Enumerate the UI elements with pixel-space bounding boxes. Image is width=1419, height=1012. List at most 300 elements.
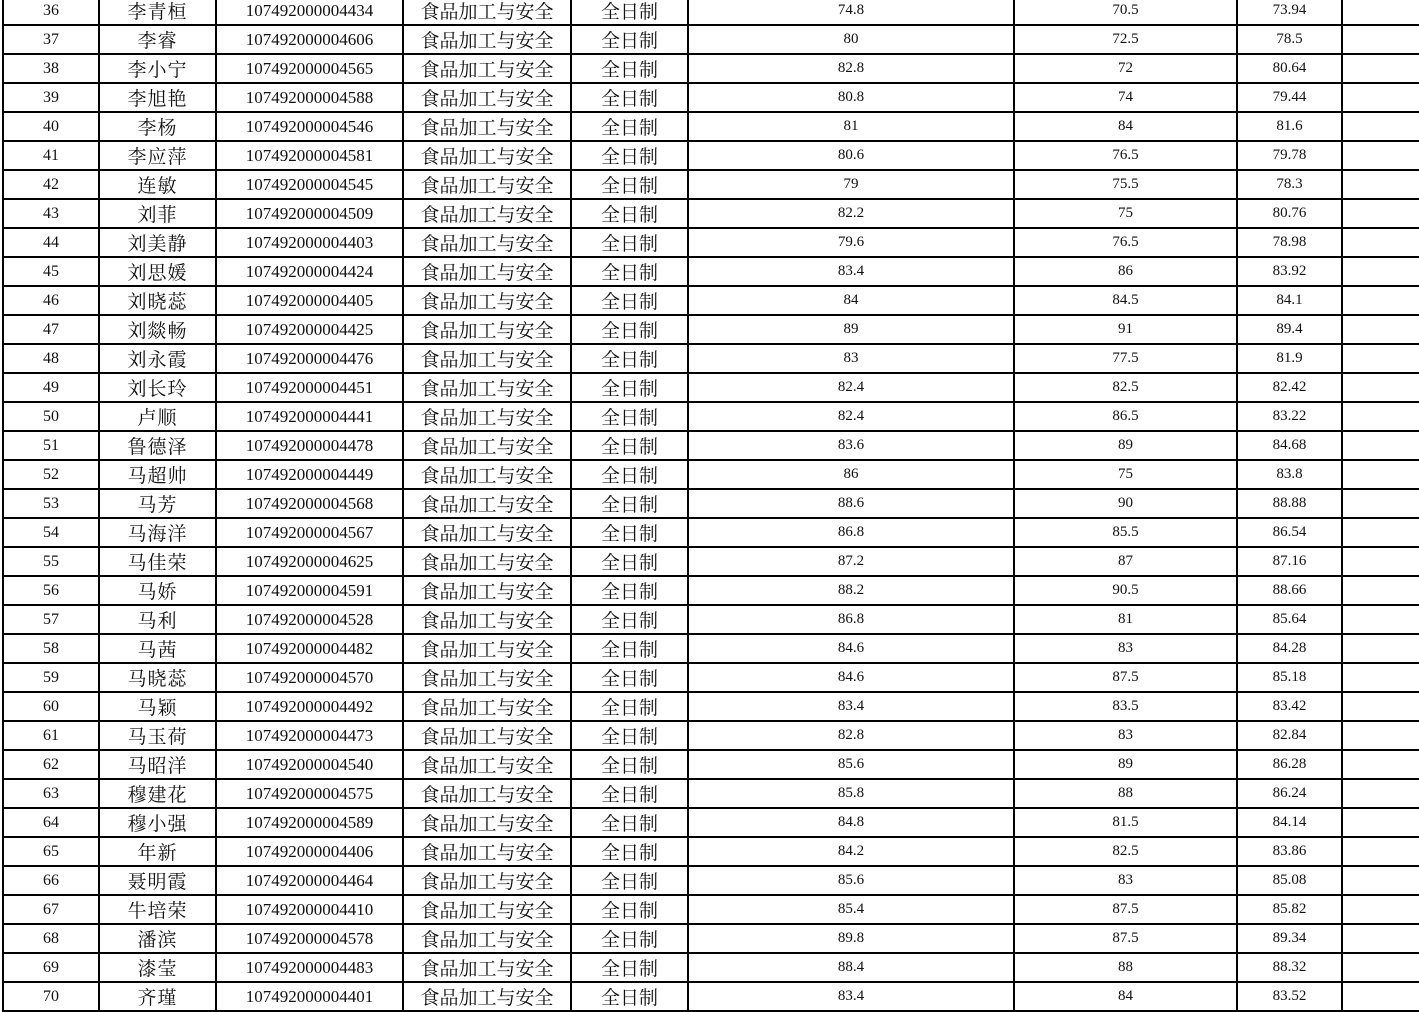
cell-study-mode: 全日制 — [571, 373, 688, 402]
cell-remarks — [1342, 489, 1419, 518]
table-row — [3, 982, 1419, 1011]
cell-score-1: 80.6 — [688, 141, 1014, 170]
cell-major: 食品加工与安全 — [403, 199, 571, 228]
cell-exam-number: 107492000004540 — [216, 750, 403, 779]
cell-exam-number: 107492000004546 — [216, 112, 403, 141]
cell-score-1: 84.8 — [688, 808, 1014, 837]
cell-study-mode: 全日制 — [571, 837, 688, 866]
cell-row-number: 55 — [3, 547, 99, 576]
cell-row-number: 66 — [3, 866, 99, 895]
cell-score-2: 89 — [1014, 431, 1237, 460]
cell-major: 食品加工与安全 — [403, 692, 571, 721]
cell-exam-number: 107492000004578 — [216, 924, 403, 953]
cell-score-2: 76.5 — [1014, 141, 1237, 170]
cell-score-2: 72 — [1014, 54, 1237, 83]
cell-major: 食品加工与安全 — [403, 837, 571, 866]
cell-student-name: 鲁德泽 — [99, 431, 216, 460]
cell-score-2: 82.5 — [1014, 373, 1237, 402]
cell-study-mode: 全日制 — [571, 750, 688, 779]
cell-score-1: 83.4 — [688, 257, 1014, 286]
cell-exam-number: 107492000004451 — [216, 373, 403, 402]
cell-score-2: 81 — [1014, 605, 1237, 634]
cell-student-name: 马佳荣 — [99, 547, 216, 576]
cell-score-2: 70.5 — [1014, 0, 1237, 25]
cell-remarks — [1342, 373, 1419, 402]
cell-student-name: 马茜 — [99, 634, 216, 663]
table-row — [3, 402, 1419, 431]
cell-study-mode: 全日制 — [571, 402, 688, 431]
cell-weighted-total: 83.8 — [1237, 460, 1342, 489]
cell-weighted-total: 88.32 — [1237, 953, 1342, 982]
table-row — [3, 373, 1419, 402]
cell-score-2: 76.5 — [1014, 228, 1237, 257]
cell-student-name: 穆小强 — [99, 808, 216, 837]
cell-remarks — [1342, 605, 1419, 634]
cell-major: 食品加工与安全 — [403, 866, 571, 895]
cell-score-2: 81.5 — [1014, 808, 1237, 837]
cell-study-mode: 全日制 — [571, 170, 688, 199]
cell-score-2: 75.5 — [1014, 170, 1237, 199]
cell-row-number: 48 — [3, 344, 99, 373]
cell-major: 食品加工与安全 — [403, 83, 571, 112]
table-row — [3, 547, 1419, 576]
cell-score-2: 82.5 — [1014, 837, 1237, 866]
cell-row-number: 38 — [3, 54, 99, 83]
cell-remarks — [1342, 692, 1419, 721]
cell-study-mode: 全日制 — [571, 518, 688, 547]
cell-study-mode: 全日制 — [571, 257, 688, 286]
cell-weighted-total: 78.3 — [1237, 170, 1342, 199]
cell-study-mode: 全日制 — [571, 25, 688, 54]
cell-weighted-total: 80.76 — [1237, 199, 1342, 228]
cell-major: 食品加工与安全 — [403, 286, 571, 315]
cell-student-name: 李睿 — [99, 25, 216, 54]
table-row — [3, 228, 1419, 257]
cell-study-mode: 全日制 — [571, 228, 688, 257]
cell-weighted-total: 84.1 — [1237, 286, 1342, 315]
cell-major: 食品加工与安全 — [403, 750, 571, 779]
cell-row-number: 59 — [3, 663, 99, 692]
cell-remarks — [1342, 83, 1419, 112]
table-row — [3, 25, 1419, 54]
cell-major: 食品加工与安全 — [403, 576, 571, 605]
cell-major: 食品加工与安全 — [403, 228, 571, 257]
cell-row-number: 41 — [3, 141, 99, 170]
cell-weighted-total: 81.9 — [1237, 344, 1342, 373]
cell-exam-number: 107492000004441 — [216, 402, 403, 431]
cell-remarks — [1342, 953, 1419, 982]
cell-study-mode: 全日制 — [571, 547, 688, 576]
table-row — [3, 634, 1419, 663]
cell-student-name: 连敏 — [99, 170, 216, 199]
cell-exam-number: 107492000004528 — [216, 605, 403, 634]
cell-student-name: 穆建花 — [99, 779, 216, 808]
cell-student-name: 马海洋 — [99, 518, 216, 547]
table-row — [3, 431, 1419, 460]
cell-remarks — [1342, 518, 1419, 547]
cell-remarks — [1342, 750, 1419, 779]
cell-remarks — [1342, 344, 1419, 373]
cell-score-1: 81 — [688, 112, 1014, 141]
cell-remarks — [1342, 808, 1419, 837]
table-row — [3, 808, 1419, 837]
cell-major: 食品加工与安全 — [403, 518, 571, 547]
cell-row-number: 51 — [3, 431, 99, 460]
cell-score-1: 82.4 — [688, 402, 1014, 431]
cell-exam-number: 107492000004565 — [216, 54, 403, 83]
cell-score-2: 90.5 — [1014, 576, 1237, 605]
cell-major: 食品加工与安全 — [403, 663, 571, 692]
cell-row-number: 45 — [3, 257, 99, 286]
cell-score-2: 84 — [1014, 982, 1237, 1011]
cell-score-1: 82.8 — [688, 54, 1014, 83]
cell-exam-number: 107492000004483 — [216, 953, 403, 982]
cell-major: 食品加工与安全 — [403, 634, 571, 663]
cell-weighted-total: 87.16 — [1237, 547, 1342, 576]
cell-major: 食品加工与安全 — [403, 402, 571, 431]
cell-score-2: 88 — [1014, 953, 1237, 982]
cell-major: 食品加工与安全 — [403, 315, 571, 344]
cell-major: 食品加工与安全 — [403, 605, 571, 634]
cell-weighted-total: 85.82 — [1237, 895, 1342, 924]
cell-score-2: 86 — [1014, 257, 1237, 286]
cell-score-2: 87.5 — [1014, 895, 1237, 924]
cell-exam-number: 107492000004403 — [216, 228, 403, 257]
cell-study-mode: 全日制 — [571, 83, 688, 112]
cell-score-1: 74.8 — [688, 0, 1014, 25]
cell-study-mode: 全日制 — [571, 431, 688, 460]
cell-study-mode: 全日制 — [571, 808, 688, 837]
cell-major: 食品加工与安全 — [403, 0, 571, 25]
table-row — [3, 257, 1419, 286]
cell-study-mode: 全日制 — [571, 286, 688, 315]
cell-major: 食品加工与安全 — [403, 257, 571, 286]
table-row — [3, 721, 1419, 750]
cell-exam-number: 107492000004606 — [216, 25, 403, 54]
cell-score-2: 83 — [1014, 634, 1237, 663]
table-row — [3, 83, 1419, 112]
cell-exam-number: 107492000004473 — [216, 721, 403, 750]
cell-row-number: 44 — [3, 228, 99, 257]
cell-score-2: 87 — [1014, 547, 1237, 576]
cell-score-1: 83.4 — [688, 692, 1014, 721]
cell-weighted-total: 85.18 — [1237, 663, 1342, 692]
cell-row-number: 36 — [3, 0, 99, 25]
cell-study-mode: 全日制 — [571, 663, 688, 692]
table-row — [3, 286, 1419, 315]
cell-study-mode: 全日制 — [571, 634, 688, 663]
cell-score-1: 88.4 — [688, 953, 1014, 982]
table-row — [3, 112, 1419, 141]
cell-remarks — [1342, 866, 1419, 895]
cell-student-name: 马芳 — [99, 489, 216, 518]
cell-score-1: 83.6 — [688, 431, 1014, 460]
cell-student-name: 马利 — [99, 605, 216, 634]
cell-student-name: 李小宁 — [99, 54, 216, 83]
table-row — [3, 692, 1419, 721]
cell-exam-number: 107492000004482 — [216, 634, 403, 663]
cell-score-1: 88.6 — [688, 489, 1014, 518]
cell-score-2: 86.5 — [1014, 402, 1237, 431]
cell-row-number: 68 — [3, 924, 99, 953]
cell-student-name: 刘美静 — [99, 228, 216, 257]
cell-row-number: 42 — [3, 170, 99, 199]
table-row — [3, 54, 1419, 83]
cell-weighted-total: 88.88 — [1237, 489, 1342, 518]
cell-exam-number: 107492000004492 — [216, 692, 403, 721]
cell-weighted-total: 79.44 — [1237, 83, 1342, 112]
cell-score-2: 74 — [1014, 83, 1237, 112]
cell-study-mode: 全日制 — [571, 0, 688, 25]
cell-major: 食品加工与安全 — [403, 721, 571, 750]
cell-exam-number: 107492000004449 — [216, 460, 403, 489]
cell-exam-number: 107492000004476 — [216, 344, 403, 373]
cell-study-mode: 全日制 — [571, 199, 688, 228]
cell-score-2: 83 — [1014, 866, 1237, 895]
cell-row-number: 67 — [3, 895, 99, 924]
table-row — [3, 663, 1419, 692]
cell-remarks — [1342, 286, 1419, 315]
cell-study-mode: 全日制 — [571, 54, 688, 83]
cell-score-1: 80.8 — [688, 83, 1014, 112]
cell-score-1: 82.4 — [688, 373, 1014, 402]
cell-weighted-total: 83.22 — [1237, 402, 1342, 431]
cell-row-number: 47 — [3, 315, 99, 344]
cell-exam-number: 107492000004575 — [216, 779, 403, 808]
cell-row-number: 49 — [3, 373, 99, 402]
cell-major: 食品加工与安全 — [403, 982, 571, 1011]
cell-weighted-total: 78.98 — [1237, 228, 1342, 257]
cell-exam-number: 107492000004581 — [216, 141, 403, 170]
cell-remarks — [1342, 170, 1419, 199]
cell-weighted-total: 83.52 — [1237, 982, 1342, 1011]
cell-score-2: 83 — [1014, 721, 1237, 750]
cell-study-mode: 全日制 — [571, 895, 688, 924]
cell-study-mode: 全日制 — [571, 721, 688, 750]
cell-major: 食品加工与安全 — [403, 460, 571, 489]
cell-row-number: 58 — [3, 634, 99, 663]
cell-weighted-total: 86.24 — [1237, 779, 1342, 808]
cell-score-2: 83.5 — [1014, 692, 1237, 721]
cell-major: 食品加工与安全 — [403, 25, 571, 54]
cell-student-name: 马晓蕊 — [99, 663, 216, 692]
cell-score-2: 77.5 — [1014, 344, 1237, 373]
cell-study-mode: 全日制 — [571, 692, 688, 721]
cell-student-name: 刘思媛 — [99, 257, 216, 286]
cell-row-number: 46 — [3, 286, 99, 315]
cell-study-mode: 全日制 — [571, 576, 688, 605]
cell-student-name: 马超帅 — [99, 460, 216, 489]
cell-study-mode: 全日制 — [571, 315, 688, 344]
cell-study-mode: 全日制 — [571, 344, 688, 373]
cell-exam-number: 107492000004625 — [216, 547, 403, 576]
cell-exam-number: 107492000004401 — [216, 982, 403, 1011]
cell-weighted-total: 83.92 — [1237, 257, 1342, 286]
cell-remarks — [1342, 25, 1419, 54]
cell-remarks — [1342, 837, 1419, 866]
table-row — [3, 141, 1419, 170]
cell-row-number: 57 — [3, 605, 99, 634]
table-row — [3, 779, 1419, 808]
cell-row-number: 40 — [3, 112, 99, 141]
cell-exam-number: 107492000004425 — [216, 315, 403, 344]
cell-remarks — [1342, 431, 1419, 460]
cell-score-2: 88 — [1014, 779, 1237, 808]
cell-major: 食品加工与安全 — [403, 141, 571, 170]
cell-score-2: 85.5 — [1014, 518, 1237, 547]
cell-exam-number: 107492000004570 — [216, 663, 403, 692]
table-row — [3, 315, 1419, 344]
cell-score-1: 84 — [688, 286, 1014, 315]
cell-remarks — [1342, 460, 1419, 489]
cell-score-2: 75 — [1014, 460, 1237, 489]
cell-study-mode: 全日制 — [571, 982, 688, 1011]
cell-weighted-total: 73.94 — [1237, 0, 1342, 25]
cell-remarks — [1342, 779, 1419, 808]
cell-major: 食品加工与安全 — [403, 431, 571, 460]
cell-study-mode: 全日制 — [571, 953, 688, 982]
cell-remarks — [1342, 895, 1419, 924]
cell-row-number: 43 — [3, 199, 99, 228]
cell-score-1: 82.2 — [688, 199, 1014, 228]
cell-row-number: 56 — [3, 576, 99, 605]
table-row — [3, 344, 1419, 373]
cell-weighted-total: 82.42 — [1237, 373, 1342, 402]
cell-exam-number: 107492000004405 — [216, 286, 403, 315]
cell-remarks — [1342, 0, 1419, 25]
cell-major: 食品加工与安全 — [403, 779, 571, 808]
cell-student-name: 马昭洋 — [99, 750, 216, 779]
cell-exam-number: 107492000004588 — [216, 83, 403, 112]
cell-weighted-total: 84.14 — [1237, 808, 1342, 837]
cell-exam-number: 107492000004424 — [216, 257, 403, 286]
cell-score-1: 86.8 — [688, 518, 1014, 547]
cell-score-1: 83 — [688, 344, 1014, 373]
cell-remarks — [1342, 54, 1419, 83]
cell-exam-number: 107492000004464 — [216, 866, 403, 895]
cell-remarks — [1342, 982, 1419, 1011]
cell-remarks — [1342, 112, 1419, 141]
cell-score-2: 89 — [1014, 750, 1237, 779]
cell-score-1: 85.4 — [688, 895, 1014, 924]
table-row — [3, 837, 1419, 866]
cell-remarks — [1342, 402, 1419, 431]
table-row — [3, 199, 1419, 228]
cell-row-number: 63 — [3, 779, 99, 808]
cell-score-2: 87.5 — [1014, 924, 1237, 953]
cell-weighted-total: 88.66 — [1237, 576, 1342, 605]
cell-student-name: 刘永霞 — [99, 344, 216, 373]
cell-score-2: 75 — [1014, 199, 1237, 228]
cell-exam-number: 107492000004568 — [216, 489, 403, 518]
cell-row-number: 37 — [3, 25, 99, 54]
cell-row-number: 61 — [3, 721, 99, 750]
cell-remarks — [1342, 257, 1419, 286]
cell-score-1: 86 — [688, 460, 1014, 489]
cell-row-number: 60 — [3, 692, 99, 721]
cell-student-name: 马娇 — [99, 576, 216, 605]
cell-student-name: 李杨 — [99, 112, 216, 141]
table-row — [3, 953, 1419, 982]
cell-weighted-total: 83.42 — [1237, 692, 1342, 721]
cell-remarks — [1342, 721, 1419, 750]
cell-weighted-total: 82.84 — [1237, 721, 1342, 750]
cell-row-number: 62 — [3, 750, 99, 779]
cell-study-mode: 全日制 — [571, 866, 688, 895]
cell-score-2: 91 — [1014, 315, 1237, 344]
cell-score-1: 79 — [688, 170, 1014, 199]
cell-student-name: 潘滨 — [99, 924, 216, 953]
cell-row-number: 50 — [3, 402, 99, 431]
cell-major: 食品加工与安全 — [403, 808, 571, 837]
results-table — [2, 0, 1419, 1012]
cell-exam-number: 107492000004509 — [216, 199, 403, 228]
cell-major: 食品加工与安全 — [403, 54, 571, 83]
cell-major: 食品加工与安全 — [403, 924, 571, 953]
cell-study-mode: 全日制 — [571, 141, 688, 170]
cell-student-name: 卢顺 — [99, 402, 216, 431]
cell-score-1: 80 — [688, 25, 1014, 54]
table-row — [3, 489, 1419, 518]
cell-study-mode: 全日制 — [571, 779, 688, 808]
cell-remarks — [1342, 663, 1419, 692]
cell-score-1: 84.6 — [688, 663, 1014, 692]
cell-score-2: 84.5 — [1014, 286, 1237, 315]
cell-student-name: 齐瑾 — [99, 982, 216, 1011]
cell-row-number: 65 — [3, 837, 99, 866]
table-row — [3, 895, 1419, 924]
cell-remarks — [1342, 576, 1419, 605]
cell-weighted-total: 89.4 — [1237, 315, 1342, 344]
cell-score-1: 89.8 — [688, 924, 1014, 953]
cell-major: 食品加工与安全 — [403, 170, 571, 199]
results-table-body — [3, 0, 1419, 1011]
cell-student-name: 聂明霞 — [99, 866, 216, 895]
cell-score-1: 88.2 — [688, 576, 1014, 605]
cell-weighted-total: 86.54 — [1237, 518, 1342, 547]
cell-exam-number: 107492000004478 — [216, 431, 403, 460]
cell-student-name: 刘燚畅 — [99, 315, 216, 344]
cell-score-1: 82.8 — [688, 721, 1014, 750]
cell-remarks — [1342, 634, 1419, 663]
cell-row-number: 64 — [3, 808, 99, 837]
cell-study-mode: 全日制 — [571, 605, 688, 634]
cell-remarks — [1342, 228, 1419, 257]
cell-exam-number: 107492000004434 — [216, 0, 403, 25]
cell-major: 食品加工与安全 — [403, 489, 571, 518]
cell-weighted-total: 89.34 — [1237, 924, 1342, 953]
cell-major: 食品加工与安全 — [403, 953, 571, 982]
cell-weighted-total: 83.86 — [1237, 837, 1342, 866]
cell-row-number: 53 — [3, 489, 99, 518]
table-row — [3, 750, 1419, 779]
table-row — [3, 460, 1419, 489]
cell-weighted-total: 85.08 — [1237, 866, 1342, 895]
cell-score-2: 84 — [1014, 112, 1237, 141]
cell-weighted-total: 86.28 — [1237, 750, 1342, 779]
cell-score-1: 83.4 — [688, 982, 1014, 1011]
cell-student-name: 漆莹 — [99, 953, 216, 982]
cell-score-1: 79.6 — [688, 228, 1014, 257]
cell-weighted-total: 85.64 — [1237, 605, 1342, 634]
cell-exam-number: 107492000004545 — [216, 170, 403, 199]
cell-score-2: 72.5 — [1014, 25, 1237, 54]
cell-student-name: 刘晓蕊 — [99, 286, 216, 315]
table-row — [3, 518, 1419, 547]
cell-score-1: 89 — [688, 315, 1014, 344]
cell-row-number: 52 — [3, 460, 99, 489]
cell-study-mode: 全日制 — [571, 460, 688, 489]
